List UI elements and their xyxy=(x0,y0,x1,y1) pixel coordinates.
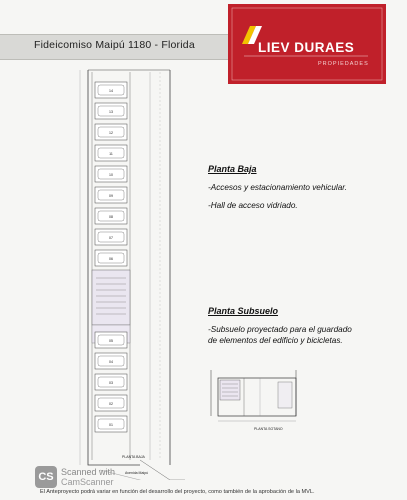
planta-baja-title: Planta Baja xyxy=(208,164,257,174)
parking-space xyxy=(95,103,127,119)
parking-space-number: 13 xyxy=(109,110,113,114)
parking-space-number: 09 xyxy=(109,194,113,198)
parking-space-number: 11 xyxy=(109,152,113,156)
plan-label-street: Avenida Maipú xyxy=(125,471,149,475)
footer-disclaimer: El Anteproyecto podrá variar en función del desarrollo del proyecto, como también de la aprobación de la MVL. xyxy=(40,489,315,495)
parking-space-number: 03 xyxy=(109,381,113,385)
parking-space xyxy=(95,374,127,390)
planta-baja-item: -Accesos y estacionamiento vehicular. xyxy=(208,183,347,192)
scanner-line-2: CamScanner xyxy=(61,477,114,487)
plan-label-ground: PLANTA BAJA xyxy=(122,455,145,459)
floor-plan-drawing xyxy=(0,60,200,480)
parking-space-number: 10 xyxy=(109,173,113,177)
parking-space-number: 08 xyxy=(109,215,113,219)
planta-baja-item: -Hall de acceso vidriado. xyxy=(208,200,298,210)
parking-space xyxy=(95,124,127,140)
logo-subtitle: PROPIEDADES xyxy=(318,61,369,67)
parking-space xyxy=(95,250,127,266)
parking-space xyxy=(95,395,127,411)
scanner-watermark xyxy=(35,466,130,488)
logo-name: LIEV DURAES xyxy=(258,40,355,55)
parking-space xyxy=(95,416,127,432)
planta-subsuelo-item: -Subsuelo proyectado para el guardado de elementos del edificio y bicicletas. xyxy=(208,325,352,345)
parking-space xyxy=(95,166,127,182)
parking-space xyxy=(95,353,127,369)
parking-space xyxy=(95,187,127,203)
parking-space-number: 07 xyxy=(109,236,113,240)
parking-space xyxy=(95,82,127,98)
parking-space-number: 02 xyxy=(109,402,113,406)
camscanner-icon: CS xyxy=(35,466,57,488)
parking-space-number: 05 xyxy=(109,339,113,343)
parking-space-number: 04 xyxy=(109,360,113,364)
document-title: Fideicomiso Maipú 1180 - Florida xyxy=(34,39,195,51)
scanner-line-1: Scanned with xyxy=(61,467,116,477)
company-logo xyxy=(228,4,386,84)
planta-subsuelo-title: Planta Subsuelo xyxy=(208,306,279,316)
parking-space-number: 12 xyxy=(109,131,113,135)
parking-space-number: 14 xyxy=(109,89,113,93)
parking-space xyxy=(95,145,127,161)
parking-space xyxy=(95,332,127,348)
parking-space xyxy=(95,229,127,245)
parking-space xyxy=(95,208,127,224)
plan-label-basement: PLANTA SOTANO xyxy=(254,427,283,431)
parking-space-number: 01 xyxy=(109,423,113,427)
parking-space-number: 06 xyxy=(109,257,113,261)
planta-baja-description xyxy=(208,183,358,211)
basement-plan-drawing xyxy=(208,368,308,438)
planta-subsuelo-description xyxy=(208,325,358,346)
